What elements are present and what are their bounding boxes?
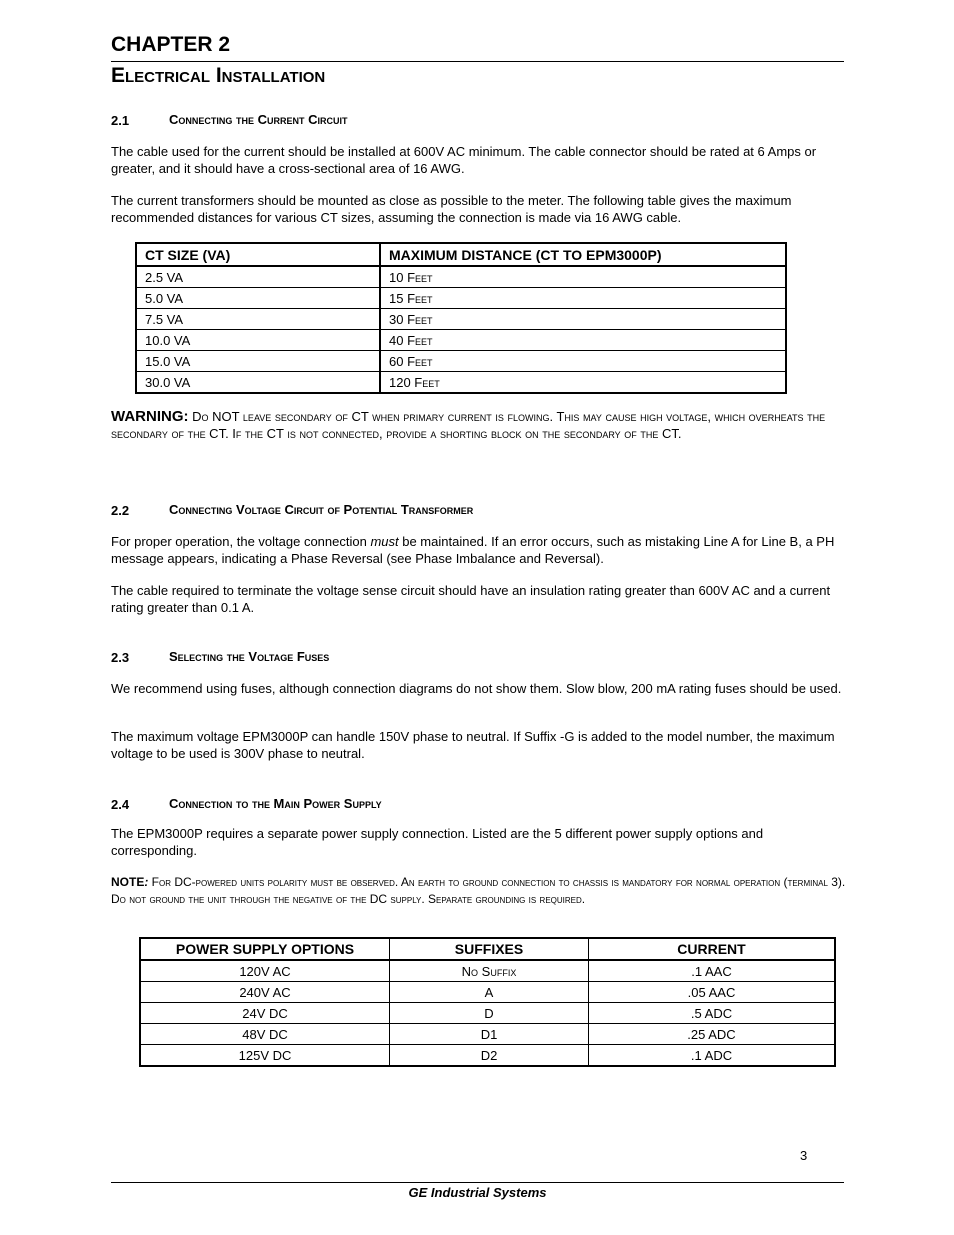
- table-cell: 5.0 VA: [136, 288, 380, 309]
- note-paragraph: [111, 874, 846, 907]
- section-number: 2.3: [111, 650, 130, 665]
- column-header: SUFFIXES: [390, 938, 589, 960]
- paragraph: The EPM3000P requires a separate power supply connection. Listed are the 5 different power supply options and corresponding.: [111, 826, 764, 858]
- table-cell: .5 ADC: [589, 1003, 836, 1024]
- section-number: 2.4: [111, 797, 130, 812]
- table-cell: D2: [390, 1045, 589, 1067]
- section-title: Connecting the Current Circuit: [169, 112, 348, 127]
- warning-paragraph: [111, 409, 846, 442]
- table-row: [140, 960, 835, 982]
- table-row: [136, 288, 786, 309]
- table-row: [140, 982, 835, 1003]
- table-cell: 60 Feet: [380, 351, 786, 372]
- table-header-row: [136, 243, 786, 266]
- section-title: Connection to the Main Power Supply: [169, 796, 382, 811]
- table-row: [136, 309, 786, 330]
- paragraph: The cable required to terminate the voltage sense circuit should have an insulation rating greater than 600V AC and a current rating greater than 0.1 A.: [111, 583, 831, 615]
- table-cell: A: [390, 982, 589, 1003]
- section-title: Selecting the Voltage Fuses: [169, 649, 330, 664]
- table-cell: 125V DC: [140, 1045, 390, 1067]
- column-header: CURRENT: [589, 938, 836, 960]
- table-cell: 120V AC: [140, 960, 390, 982]
- table-cell: 30 Feet: [380, 309, 786, 330]
- table-cell: 48V DC: [140, 1024, 390, 1045]
- section-title: Connecting Voltage Circuit of Potential Transformer: [169, 502, 474, 517]
- table-cell: 24V DC: [140, 1003, 390, 1024]
- table-cell: .1 AAC: [589, 960, 836, 982]
- chapter-label: CHAPTER 2: [111, 33, 231, 56]
- table-row: [136, 351, 786, 372]
- page-title: Electrical Installation: [111, 64, 326, 87]
- column-header: MAXIMUM DISTANCE (CT TO EPM3000P): [380, 243, 786, 266]
- warning-text: Do NOT leave secondary of CT when primary current is flowing. This may cause high voltage, which overheats the secondary of the CT. If the CT is not connected, provide a shorting block on the secondary of the CT.: [111, 409, 826, 441]
- section-number: 2.2: [111, 503, 130, 518]
- section-2-2-heading: [111, 502, 474, 520]
- table-cell: .1 ADC: [589, 1045, 836, 1067]
- table-cell: 40 Feet: [380, 330, 786, 351]
- table-row: [136, 266, 786, 288]
- paragraph: [111, 534, 846, 567]
- table-cell: 30.0 VA: [136, 372, 380, 394]
- paragraph: We recommend using fuses, although connection diagrams do not show them. Slow blow, 200 mA rating fuses should be used.: [111, 681, 842, 696]
- table-row: [136, 330, 786, 351]
- table-cell: .05 AAC: [589, 982, 836, 1003]
- table-row: [136, 372, 786, 394]
- table-cell: D1: [390, 1024, 589, 1045]
- note-label: NOTE: [111, 875, 145, 889]
- table-cell: 15 Feet: [380, 288, 786, 309]
- table-row: [140, 1045, 835, 1067]
- note-text: For DC-powered units polarity must be observed. An earth to ground connection to chassis is mandatory for normal operation (terminal 3). Do not ground the unit through the negative of the DC supply. Separate grounding is required.: [111, 875, 846, 906]
- table-cell: 15.0 VA: [136, 351, 380, 372]
- paragraph: The maximum voltage EPM3000P can handle 150V phase to neutral. If Suffix -G is added to the model number, the maximum voltage to be used is 300V phase to neutral.: [111, 729, 835, 761]
- column-header: POWER SUPPLY OPTIONS: [140, 938, 390, 960]
- table-cell: No Suffix: [390, 960, 589, 982]
- footer-text: GE Industrial Systems: [408, 1185, 547, 1200]
- page-number: 3: [800, 1148, 808, 1163]
- section-2-3-heading: [111, 649, 330, 667]
- power-supply-table: [139, 937, 836, 1067]
- paragraph: The cable used for the current should be installed at 600V AC minimum. The cable connector should be rated at 6 Amps or greater, and it should have a cross-sectional area of 16 AWG.: [111, 144, 817, 176]
- warning-label: WARNING:: [111, 408, 189, 425]
- table-cell: .25 ADC: [589, 1024, 836, 1045]
- table-row: [140, 1024, 835, 1045]
- section-2-4-heading: [111, 796, 382, 814]
- section-2-1-heading: [111, 112, 348, 130]
- table-cell: D: [390, 1003, 589, 1024]
- text-run: For proper operation, the voltage connection: [111, 534, 371, 549]
- table-cell: 10.0 VA: [136, 330, 380, 351]
- emphasis-text: must: [370, 534, 399, 549]
- column-header: CT SIZE (VA): [136, 243, 380, 266]
- table-cell: 120 Feet: [380, 372, 786, 394]
- table-cell: 7.5 VA: [136, 309, 380, 330]
- table-cell: 10 Feet: [380, 266, 786, 288]
- table-cell: 2.5 VA: [136, 266, 380, 288]
- header-rule: [111, 61, 844, 62]
- table-cell: 240V AC: [140, 982, 390, 1003]
- table-row: [140, 1003, 835, 1024]
- note-colon: :: [144, 875, 149, 889]
- table-header-row: [140, 938, 835, 960]
- text-run: be maintained. If an error occurs, such as mistaking Line A for Line B, a PH message appears, indicating a Phase Reversal (see Phase Imbalance and Reversal).: [111, 534, 835, 566]
- section-number: 2.1: [111, 113, 130, 128]
- footer-rule: [111, 1182, 844, 1183]
- paragraph: The current transformers should be mounted as close as possible to the meter. The following table gives the maximum recommended distances for various CT sizes, assuming the connection is made via 16 AWG cable.: [111, 193, 792, 225]
- ct-distance-table: [135, 242, 787, 394]
